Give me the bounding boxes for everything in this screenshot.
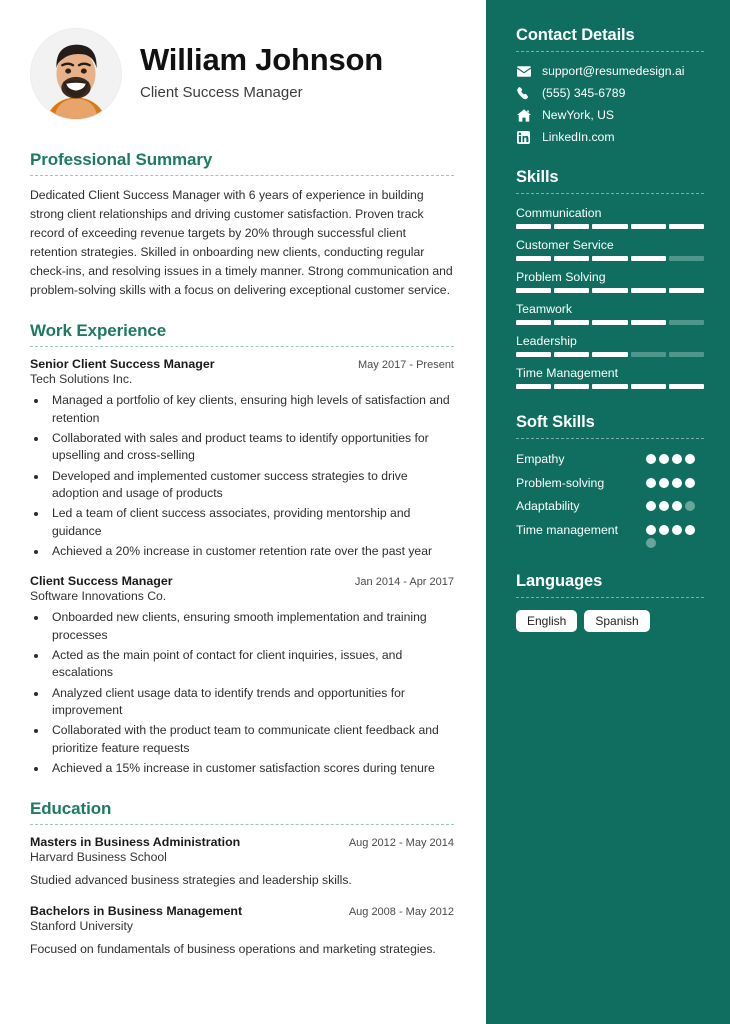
rating-dot — [685, 525, 695, 535]
rating-dot — [659, 478, 669, 488]
avatar — [30, 28, 122, 120]
list-item: • Led a team of client success associates, providing mentorship and guidance — [48, 505, 454, 540]
experience-header — [30, 357, 454, 371]
skill-item — [516, 366, 704, 389]
skill-item — [516, 334, 704, 357]
skills-list — [516, 206, 704, 389]
job-company: Tech Solutions Inc. — [30, 372, 133, 387]
skill-segment — [554, 288, 589, 293]
experience-entry — [30, 574, 454, 777]
rating-dot — [685, 478, 695, 488]
skill-level-bar — [516, 256, 704, 261]
rating-dot — [646, 538, 656, 548]
skill-segment — [669, 256, 704, 261]
experience-entry — [30, 357, 454, 560]
list-item: • Managed a portfolio of key clients, ensuring high levels of satisfaction and retention — [48, 392, 454, 427]
skill-segment — [669, 352, 704, 357]
soft-skill-label: Adaptability — [516, 499, 580, 514]
skill-segment — [516, 384, 551, 389]
soft-skill-rating — [646, 475, 704, 488]
skill-segment — [669, 384, 704, 389]
rating-dot — [659, 525, 669, 535]
skill-item — [516, 206, 704, 229]
divider — [30, 175, 454, 176]
section-contact-details — [516, 26, 704, 144]
skill-segment — [554, 352, 589, 357]
phone-icon — [516, 87, 531, 100]
section-title-soft-skills: Soft Skills — [516, 413, 595, 431]
soft-skill-item — [516, 522, 704, 548]
skill-segment — [516, 288, 551, 293]
contact-phone-text: (555) 345-6789 — [542, 86, 626, 100]
skill-segment — [631, 352, 666, 357]
skill-item — [516, 270, 704, 293]
resume-header — [30, 28, 454, 120]
rating-dot — [672, 454, 682, 464]
skill-label: Problem Solving — [516, 270, 606, 284]
skill-segment — [592, 288, 627, 293]
skill-segment — [554, 256, 589, 261]
education-date: Aug 2012 - May 2014 — [348, 837, 454, 850]
contact-item-email[interactable] — [516, 64, 704, 78]
rating-dot — [659, 501, 669, 511]
contact-email-text: support@resumedesign.ai — [542, 64, 685, 78]
soft-skill-label: Problem-solving — [516, 475, 605, 490]
contact-item-phone[interactable] — [516, 86, 704, 100]
skill-level-bar — [516, 352, 704, 357]
education-degree: Bachelors in Business Management — [30, 904, 243, 919]
contact-item-location[interactable] — [516, 108, 704, 122]
rating-dot — [646, 501, 656, 511]
section-title-contact: Contact Details — [516, 26, 635, 44]
skill-label: Teamwork — [516, 302, 573, 316]
education-header — [30, 904, 454, 918]
skill-segment — [631, 384, 666, 389]
contact-item-linkedin[interactable] — [516, 130, 704, 144]
rating-dot — [672, 501, 682, 511]
name-block — [140, 43, 383, 104]
divider — [30, 346, 454, 347]
skill-segment — [631, 256, 666, 261]
email-icon — [516, 66, 531, 77]
linkedin-icon — [516, 131, 531, 144]
education-school: Stanford University — [30, 919, 133, 934]
list-item: • Achieved a 15% increase in customer satisfaction scores during tenure — [48, 760, 454, 777]
skill-segment — [631, 320, 666, 325]
person-job-title: Client Success Manager — [140, 83, 303, 101]
skill-segment — [592, 224, 627, 229]
skill-segment — [516, 320, 551, 325]
section-education — [30, 799, 454, 958]
education-entry — [30, 835, 454, 890]
section-title-languages: Languages — [516, 571, 603, 590]
education-date: Aug 2008 - May 2012 — [348, 906, 454, 919]
section-title-experience: Work Experience — [30, 321, 167, 341]
section-skills — [516, 168, 704, 389]
soft-skill-rating — [646, 451, 704, 464]
divider — [516, 438, 704, 439]
divider — [30, 824, 454, 825]
job-role: Senior Client Success Manager — [30, 357, 215, 372]
list-item: • Acted as the main point of contact for client inquiries, issues, and escalations — [48, 647, 454, 682]
section-title-summary: Professional Summary — [30, 150, 213, 169]
skill-segment — [554, 384, 589, 389]
divider — [516, 193, 704, 194]
rating-dot — [646, 478, 656, 488]
soft-skill-label: Empathy — [516, 452, 565, 466]
rating-dot — [685, 501, 695, 511]
divider — [516, 597, 704, 598]
list-item: • Developed and implemented customer success strategies to drive adoption and usage of products — [48, 468, 454, 503]
skill-segment — [669, 288, 704, 293]
education-school: Harvard Business School — [30, 850, 167, 865]
education-description: Studied advanced business strategies and leadership skills. — [30, 873, 352, 888]
experience-header — [30, 574, 454, 588]
skill-segment — [592, 352, 627, 357]
section-work-experience — [30, 321, 454, 777]
soft-skill-rating — [646, 522, 704, 548]
soft-skill-item — [516, 498, 704, 515]
skill-level-bar — [516, 224, 704, 229]
list-item: • Achieved a 20% increase in customer retention rate over the past year — [48, 543, 454, 560]
job-date: Jan 2014 - Apr 2017 — [354, 576, 454, 589]
job-company: Software Innovations Co. — [30, 589, 167, 604]
list-item: • Onboarded new clients, ensuring smooth implementation and training processes — [48, 609, 454, 644]
languages-list — [516, 610, 704, 632]
skill-item — [516, 238, 704, 261]
skill-segment — [592, 320, 627, 325]
section-title-skills: Skills — [516, 168, 559, 186]
skill-item — [516, 302, 704, 325]
skill-level-bar — [516, 384, 704, 389]
language-chip: English — [516, 610, 577, 632]
skill-label: Time Management — [516, 366, 619, 380]
rating-dot — [685, 454, 695, 464]
soft-skill-label: Time management — [516, 522, 619, 537]
job-bullets — [48, 609, 454, 777]
soft-skill-rating — [646, 498, 704, 511]
education-header — [30, 835, 454, 849]
summary-text: Dedicated Client Success Manager with 6 years of experience in building strong client relationships and driving customer satisfaction. Proven track record of exceeding revenue targets by 20% through successful client retention strategies. Skilled in onboarding new clients, conducting regular check-ins, and resolving issues in a timely manner. Strong communication and problem-solving skills with a focus on delivering exceptional customer service. — [30, 188, 453, 297]
skill-segment — [631, 224, 666, 229]
skill-segment — [592, 384, 627, 389]
contact-location-text: NewYork, US — [542, 108, 615, 122]
soft-skill-item — [516, 475, 704, 492]
skill-segment — [516, 352, 551, 357]
section-title-education: Education — [30, 799, 112, 819]
list-item: • Collaborated with sales and product teams to identify opportunities for upselling and cross-selling — [48, 430, 454, 465]
skill-label: Customer Service — [516, 238, 614, 252]
divider — [516, 51, 704, 52]
section-professional-summary — [30, 150, 454, 299]
sidebar — [486, 0, 730, 1024]
section-soft-skills — [516, 413, 704, 548]
rating-dot — [659, 454, 669, 464]
person-name: William Johnson — [140, 42, 384, 78]
skill-level-bar — [516, 320, 704, 325]
job-bullets — [48, 392, 454, 560]
contact-linkedin-text: LinkedIn.com — [542, 130, 615, 144]
user-photo-icon — [31, 29, 121, 119]
skill-segment — [516, 224, 551, 229]
skill-segment — [592, 256, 627, 261]
list-item: • Collaborated with the product team to communicate client feedback and prioritize feature requests — [48, 722, 454, 757]
job-date: May 2017 - Present — [358, 359, 454, 372]
education-entry — [30, 904, 454, 959]
education-description: Focused on fundamentals of business operations and marketing strategies. — [30, 942, 436, 957]
rating-dot — [672, 478, 682, 488]
section-languages — [516, 572, 704, 632]
education-degree: Masters in Business Administration — [30, 835, 241, 850]
rating-dot — [646, 454, 656, 464]
rating-dot — [646, 525, 656, 535]
list-item: • Analyzed client usage data to identify trends and opportunities for improvement — [48, 685, 454, 720]
soft-skills-list — [516, 451, 704, 548]
rating-dot — [672, 525, 682, 535]
language-chip: Spanish — [584, 610, 649, 632]
job-role: Client Success Manager — [30, 574, 173, 589]
skill-segment — [554, 320, 589, 325]
skill-segment — [669, 224, 704, 229]
skill-label: Leadership — [516, 334, 577, 348]
home-icon — [516, 109, 531, 122]
skill-segment — [631, 288, 666, 293]
skill-level-bar — [516, 288, 704, 293]
skill-segment — [516, 256, 551, 261]
skill-segment — [554, 224, 589, 229]
skill-segment — [669, 320, 704, 325]
soft-skill-item — [516, 451, 704, 468]
skill-label: Communication — [516, 206, 602, 220]
